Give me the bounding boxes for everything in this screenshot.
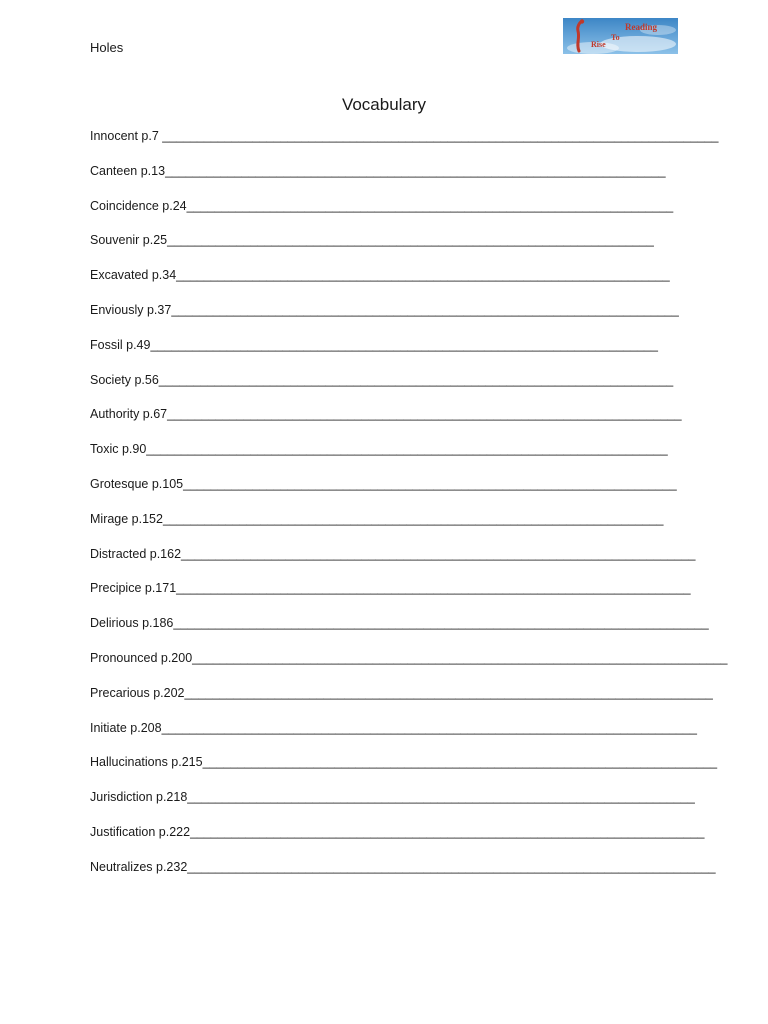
vocab-word: Enviously p.37 [90,302,172,317]
answer-blank: ___________________________________________________________________________ [146,442,668,457]
vocab-word: Pronounced p.200 [90,650,193,665]
vocab-item [90,163,727,198]
answer-blank: _____________________________________________________________________________ [161,720,697,735]
answer-blank: _________________________________________________________________________ [150,337,658,352]
vocab-word: Distracted p.162 [90,546,182,561]
vocab-item [90,302,727,337]
logo-word-reading: Reading [625,22,658,32]
vocab-word: Authority p.67 [90,407,168,422]
vocab-item [90,546,727,581]
answer-blank: ________________________________________________________________________________ [162,129,719,143]
vocab-item [90,198,727,233]
vocab-item [90,441,727,476]
answer-blank: __________________________________________________________________________ [176,581,691,596]
vocab-item [90,720,727,755]
answer-blank: __________________________________________________________________________ [202,755,718,770]
vocab-word: Jurisdiction p.218 [90,790,188,805]
vocab-word: Initiate p.208 [90,720,162,735]
vocab-word: Canteen p.13 [90,163,166,178]
vocab-word: Neutralizes p.232 [90,859,188,874]
vocab-word: Precipice p.171 [90,581,177,596]
vocab-item [90,476,727,511]
vocab-item [90,511,727,546]
vocab-item [90,580,727,615]
vocab-word: Toxic p.90 [90,442,147,457]
answer-blank: ________________________________________________________________________ [162,511,664,526]
vocab-item [90,824,727,859]
vocab-item [90,789,727,824]
vocab-word: Innocent p.7 [90,129,163,143]
vocab-word: Coincidence p.24 [90,198,187,213]
vocab-item [90,232,727,267]
answer-blank: __________________________________________________________________________ [190,824,705,839]
answer-blank: _____________________________________________________________________________ [192,650,728,665]
answer-blank: ______________________________________________________________________ [167,233,654,248]
reading-to-rise-logo [563,18,678,54]
vocab-word: Mirage p.152 [90,511,163,526]
answer-blank: __________________________________________________________________________ [181,546,696,561]
vocab-word: Grotesque p.105 [90,476,184,491]
vocab-item [90,615,727,650]
answer-blank: _________________________________________________________________________ [171,302,679,317]
answer-blank: _____________________________________________________________________________ [173,616,709,631]
vocab-word: Justification p.222 [90,824,191,839]
logo-word-to: To [611,33,620,42]
vocab-item [90,859,727,894]
page-title: Vocabulary [341,95,427,114]
answer-blank: _______________________________________________________________________ [183,476,677,491]
vocab-word: Precarious p.202 [90,685,185,700]
vocab-item [90,406,727,441]
logo-word-rise: Rise [591,40,606,49]
vocab-word: Society p.56 [90,372,159,387]
answer-blank: _________________________________________________________________________ [187,790,695,805]
vocab-item [90,128,727,163]
vocab-item [90,267,727,302]
answer-blank: __________________________________________________________________________ [158,372,674,387]
answer-blank: ______________________________________________________________________ [186,198,674,213]
vocab-word: Souvenir p.25 [90,233,168,248]
vocab-item [90,685,727,720]
answer-blank: ____________________________________________________________________________ [187,859,716,874]
answer-blank: _______________________________________________________________________ [176,268,670,283]
vocab-word: Hallucinations p.215 [90,755,203,770]
vocab-item [90,650,727,685]
vocab-word: Delirious p.186 [90,616,174,631]
answer-blank: __________________________________________________________________________ [167,407,682,422]
vocab-item [90,754,727,789]
answer-blank: ________________________________________________________________________ [165,163,666,178]
vocabulary-list [90,128,727,894]
vocab-word: Excavated p.34 [90,268,177,283]
header-title: Holes [90,40,124,55]
vocab-item [90,337,727,372]
vocab-word: Fossil p.49 [90,337,151,352]
vocab-item [90,372,727,407]
answer-blank: ____________________________________________________________________________ [184,685,713,700]
